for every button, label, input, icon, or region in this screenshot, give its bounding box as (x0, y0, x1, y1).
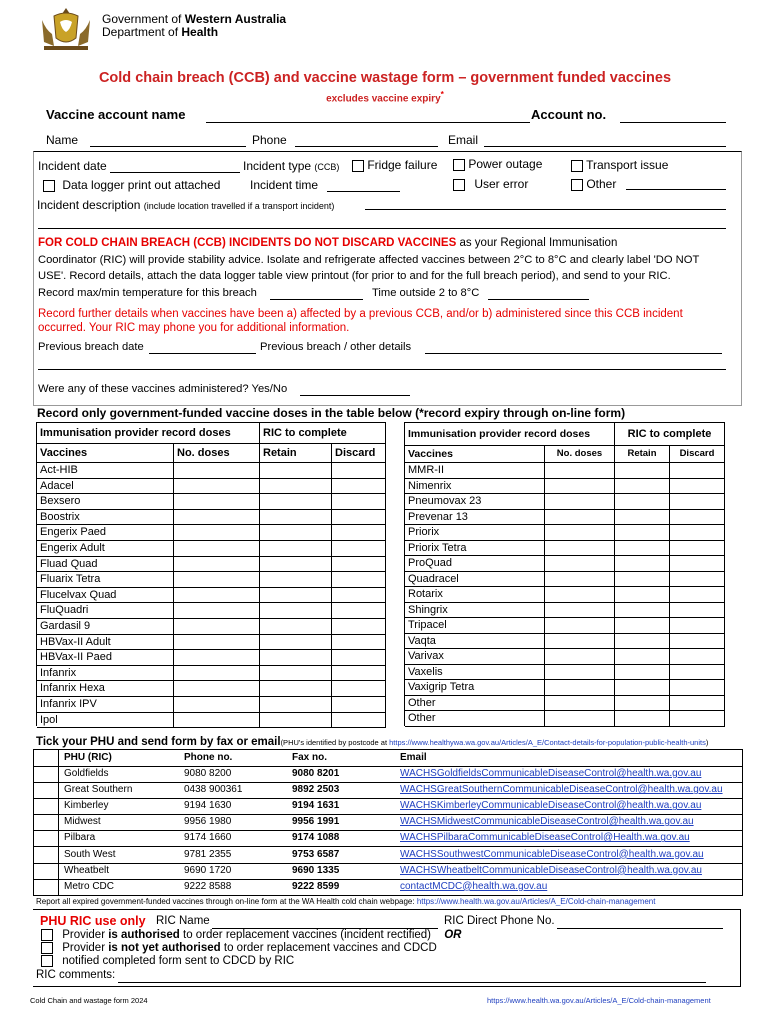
left-retain-cell[interactable] (260, 479, 332, 495)
incident-description-label: Incident description (include location travelled if a transport incident) (37, 198, 335, 212)
right-provider-header: Immunisation provider record doses (405, 423, 615, 446)
left-retain-cell[interactable] (260, 572, 332, 588)
left-discard-cell[interactable] (332, 510, 386, 526)
transport-issue-checkbox[interactable] (571, 160, 583, 172)
right-col-doses: No. doses (545, 446, 615, 463)
phu-tick-box[interactable] (34, 798, 58, 814)
right-retain-cell[interactable] (615, 463, 670, 479)
not-authorised-option[interactable]: Provider is not yet authorised to order replacement vaccines and CDCD (41, 942, 437, 954)
phu-row (34, 863, 742, 880)
right-discard-cell[interactable] (670, 696, 725, 712)
notified-option[interactable]: notified completed form sent to CDCD by RIC (41, 955, 294, 967)
right-doses-cell[interactable] (545, 525, 615, 541)
authorised-option[interactable]: Provider is authorised to order replacement vaccines (incident rectified) OR (41, 929, 461, 941)
right-retain-cell[interactable] (615, 572, 670, 588)
right-vaccine-name: Priorix Tetra (405, 541, 545, 557)
administered-label: Were any of these vaccines administered? Yes/No (38, 383, 288, 395)
phu-tick-box[interactable] (34, 879, 58, 895)
left-retain-cell[interactable] (260, 525, 332, 541)
left-retain-cell[interactable] (260, 494, 332, 510)
right-doses-cell[interactable] (545, 696, 615, 712)
incident-date-label: Incident date (38, 159, 107, 173)
phu-fax: 9956 1991 (292, 816, 340, 828)
right-discard-cell[interactable] (670, 541, 725, 557)
phu-phone: 9194 1630 (184, 800, 232, 812)
phu-row (34, 879, 742, 896)
footer-link[interactable]: https://www.health.wa.gov.au/Articles/A_E/Cold-chain-management (487, 996, 711, 1005)
right-discard-cell[interactable] (670, 665, 725, 681)
left-discard-cell[interactable] (332, 713, 386, 729)
left-vaccine-name: Act-HIB (37, 463, 174, 479)
right-vaccine-name: ProQuad (405, 556, 545, 572)
or-label: OR (444, 929, 462, 942)
left-retain-cell[interactable] (260, 510, 332, 526)
right-retain-cell[interactable] (615, 510, 670, 526)
cold-chain-link[interactable]: https://www.health.wa.gov.au/Articles/A_E/Cold-chain-management (416, 897, 656, 906)
incident-time-label: Incident time (250, 178, 319, 192)
phu-table (33, 749, 743, 896)
fridge-failure-option[interactable]: Fridge failure (352, 158, 437, 172)
right-col-retain: Retain (615, 446, 670, 463)
right-retain-cell[interactable] (615, 525, 670, 541)
phu-email[interactable]: contactMCDC@health.wa.gov.au (400, 880, 548, 892)
phu-row (34, 798, 742, 815)
right-col-discard: Discard (670, 446, 725, 463)
phu-col-name: PHU (RIC) (64, 752, 112, 763)
right-doses-cell[interactable] (545, 603, 615, 619)
incident-date-field[interactable] (110, 160, 240, 173)
left-doses-cell[interactable] (174, 697, 260, 713)
phu-phone: 9174 1660 (184, 832, 232, 844)
user-error-checkbox[interactable] (453, 179, 465, 191)
temp-field[interactable] (270, 288, 363, 300)
phu-name: Great Southern (64, 784, 133, 796)
account-no-label: Account no. (531, 107, 607, 122)
left-provider-header: Immunisation provider record doses (37, 423, 260, 444)
left-doses-cell[interactable] (174, 635, 260, 651)
left-vaccine-name: Fluarix Tetra (37, 572, 174, 588)
phu-row (34, 814, 742, 831)
left-vaccine-name: Gardasil 9 (37, 619, 174, 635)
left-col-retain: Retain (260, 444, 332, 463)
power-outage-checkbox[interactable] (453, 159, 465, 171)
phu-tick-box[interactable] (34, 782, 58, 798)
right-discard-cell[interactable] (670, 556, 725, 572)
right-discard-cell[interactable] (670, 479, 725, 495)
left-doses-cell[interactable] (174, 541, 260, 557)
left-retain-cell[interactable] (260, 650, 332, 666)
left-vaccine-name: Engerix Paed (37, 525, 174, 541)
left-discard-cell[interactable] (332, 681, 386, 697)
right-discard-cell[interactable] (670, 510, 725, 526)
incident-type-label: Incident type (CCB) (243, 159, 340, 173)
prev-breach-date-field[interactable] (149, 342, 256, 354)
right-doses-cell[interactable] (545, 680, 615, 696)
left-discard-cell[interactable] (332, 666, 386, 682)
ric-name-field[interactable] (212, 916, 438, 929)
phu-name: Pilbara (64, 832, 96, 844)
table-heading: Record only government-funded vaccine doses in the table below (*record expiry through on-line form) (37, 406, 626, 420)
phu-tick-box[interactable] (34, 830, 58, 846)
right-doses-cell[interactable] (545, 541, 615, 557)
right-discard-cell[interactable] (670, 494, 725, 510)
right-discard-cell[interactable] (670, 618, 725, 634)
left-doses-cell[interactable] (174, 463, 260, 479)
left-vaccine-name: HBVax-II Adult (37, 635, 174, 651)
phu-fax: 9222 8599 (292, 880, 340, 892)
authorised-checkbox[interactable] (41, 929, 53, 941)
left-doses-cell[interactable] (174, 572, 260, 588)
left-doses-cell[interactable] (174, 681, 260, 697)
left-doses-cell[interactable] (174, 713, 260, 729)
left-discard-cell[interactable] (332, 463, 386, 479)
time-outside-label: Time outside 2 to 8°C (372, 287, 480, 299)
right-retain-cell[interactable] (615, 711, 670, 727)
right-doses-cell[interactable] (545, 494, 615, 510)
incident-time-field[interactable] (327, 179, 400, 192)
phu-phone: 9690 1720 (184, 864, 232, 876)
other-checkbox[interactable] (571, 179, 583, 191)
account-name-field[interactable] (206, 108, 530, 123)
left-retain-cell[interactable] (260, 666, 332, 682)
left-vaccine-name: Adacel (37, 479, 174, 495)
footer-form-name: Cold Chain and wastage form 2024 (30, 996, 148, 1005)
right-doses-cell[interactable] (545, 587, 615, 603)
account-no-field[interactable] (620, 108, 726, 123)
right-retain-cell[interactable] (615, 587, 670, 603)
right-doses-cell[interactable] (545, 618, 615, 634)
phu-name: Wheatbelt (64, 864, 110, 876)
phu-tick-box[interactable] (34, 814, 58, 830)
notified-checkbox[interactable] (41, 955, 53, 967)
left-col-discard: Discard (332, 444, 386, 463)
phu-tick-box[interactable] (34, 863, 58, 879)
phu-email[interactable]: WACHSGreatSouthernCommunicableDiseaseControl@health.wa.gov.au (400, 784, 723, 796)
left-discard-cell[interactable] (332, 479, 386, 495)
left-vaccine-name: Infanrix Hexa (37, 681, 174, 697)
right-retain-cell[interactable] (615, 649, 670, 665)
left-doses-cell[interactable] (174, 650, 260, 666)
not-authorised-checkbox[interactable] (41, 942, 53, 954)
left-retain-cell[interactable] (260, 541, 332, 557)
right-vaccine-name: Tripacel (405, 618, 545, 634)
incident-description-field[interactable] (365, 198, 726, 210)
time-outside-field[interactable] (488, 288, 589, 300)
left-discard-cell[interactable] (332, 635, 386, 651)
left-vaccine-name: Infanrix IPV (37, 697, 174, 713)
prev-breach-other-label: Previous breach / other details (260, 341, 412, 353)
email-field[interactable] (484, 134, 726, 147)
right-doses-cell[interactable] (545, 665, 615, 681)
other-field[interactable] (626, 178, 726, 190)
right-doses-cell[interactable] (545, 556, 615, 572)
phu-tick-box[interactable] (34, 766, 58, 782)
right-vaccine-name: Prevenar 13 (405, 510, 545, 526)
right-retain-cell[interactable] (615, 696, 670, 712)
right-retain-cell[interactable] (615, 556, 670, 572)
right-doses-cell[interactable] (545, 649, 615, 665)
left-vaccine-name: Fluad Quad (37, 557, 174, 573)
left-retain-cell[interactable] (260, 603, 332, 619)
right-vaccine-name: Varivax (405, 649, 545, 665)
left-discard-cell[interactable] (332, 541, 386, 557)
right-vaccine-name: Other (405, 696, 545, 712)
left-discard-cell[interactable] (332, 588, 386, 604)
further-details-line-1: Record further details when vaccines have been a) affected by a previous CCB, and/or b) administered since this CCB incident (38, 308, 683, 320)
data-logger-option[interactable]: Data logger print out attached (43, 178, 220, 192)
left-retain-cell[interactable] (260, 681, 332, 697)
phu-lookup-link[interactable]: https://www.healthywa.wa.gov.au/Articles/A_E/Contact-details-for-population-public-health-units (389, 738, 706, 747)
ric-name-label: RIC Name (156, 915, 210, 927)
right-discard-cell[interactable] (670, 680, 725, 696)
left-vaccine-name: Ipol (37, 713, 174, 729)
phone-field[interactable] (295, 134, 438, 147)
left-ric-header: RIC to complete (260, 423, 386, 444)
other-option[interactable]: Other (571, 177, 616, 191)
phu-col-fax: Fax no. (292, 752, 328, 763)
ccb-instruction-line-2: USE'. Record details, attach the data logger table view printout (for prior to and for the full breach period), and send to your RIC. (38, 270, 671, 282)
left-vaccine-name: Infanrix (37, 666, 174, 682)
phu-phone: 9781 2355 (184, 848, 232, 860)
right-retain-cell[interactable] (615, 494, 670, 510)
left-discard-cell[interactable] (332, 603, 386, 619)
right-retain-cell[interactable] (615, 603, 670, 619)
transport-issue-option[interactable]: Transport issue (571, 158, 668, 172)
phu-name: Kimberley (64, 800, 109, 812)
phu-name: Metro CDC (64, 880, 115, 892)
phu-fax: 9892 2503 (292, 784, 340, 796)
right-discard-cell[interactable] (670, 572, 725, 588)
left-doses-cell[interactable] (174, 525, 260, 541)
right-retain-cell[interactable] (615, 541, 670, 557)
phu-fax: 9753 6587 (292, 848, 340, 860)
right-retain-cell[interactable] (615, 665, 670, 681)
prev-breach-date-label: Previous breach date (38, 341, 144, 353)
name-label: Name (46, 133, 79, 147)
right-vaccine-table (404, 422, 725, 726)
right-vaccine-name: Vaxigrip Tetra (405, 680, 545, 696)
prev-breach-other-field-2[interactable] (38, 359, 726, 370)
phu-fax: 9174 1088 (292, 832, 340, 844)
phu-name: South West (64, 848, 116, 860)
left-retain-cell[interactable] (260, 635, 332, 651)
ccb-instruction-line-1: Coordinator (RIC) will provide stability advice. Isolate and refrigerate affected vaccines between 2°C to 8°C and clearly label 'DO NOT (38, 254, 700, 266)
phu-phone: 9080 8200 (184, 768, 232, 779)
right-discard-cell[interactable] (670, 525, 725, 541)
data-logger-checkbox[interactable] (43, 180, 55, 192)
phone-label: Phone (252, 133, 287, 147)
left-doses-cell[interactable] (174, 619, 260, 635)
left-retain-cell[interactable] (260, 463, 332, 479)
form-subtitle: excludes vaccine expiry* (326, 89, 444, 105)
right-vaccine-name: Pneumovax 23 (405, 494, 545, 510)
phu-col-email: Email (400, 752, 427, 763)
wa-crest-logo (36, 6, 96, 54)
phu-fax: 9080 8201 (292, 768, 340, 779)
email-label: Email (448, 133, 479, 147)
user-error-option[interactable]: User error (453, 177, 528, 191)
right-doses-cell[interactable] (545, 463, 615, 479)
left-discard-cell[interactable] (332, 619, 386, 635)
right-vaccine-name: Nimenrix (405, 479, 545, 495)
right-vaccine-name: Shingrix (405, 603, 545, 619)
gov-wa-wordmark: Government of Western Australia Department of Health (102, 12, 287, 39)
left-col-doses: No. doses (174, 444, 260, 463)
phu-phone: 9222 8588 (184, 880, 232, 892)
left-doses-cell[interactable] (174, 666, 260, 682)
phu-email[interactable]: WACHSSouthwestCommunicableDiseaseControl@health.wa.gov.au (400, 848, 704, 860)
ric-phone-field[interactable] (557, 916, 723, 929)
right-ric-header: RIC to complete (615, 423, 725, 446)
right-doses-cell[interactable] (545, 510, 615, 526)
right-discard-cell[interactable] (670, 587, 725, 603)
left-discard-cell[interactable] (332, 572, 386, 588)
left-retain-cell[interactable] (260, 697, 332, 713)
right-discard-cell[interactable] (670, 463, 725, 479)
right-vaccine-name: Other (405, 711, 545, 727)
phu-tick-box[interactable] (34, 847, 58, 863)
left-vaccine-name: Flucelvax Quad (37, 588, 174, 604)
right-retain-cell[interactable] (615, 680, 670, 696)
phu-fax: 9690 1335 (292, 864, 340, 876)
left-vaccine-name: Engerix Adult (37, 541, 174, 557)
left-doses-cell[interactable] (174, 479, 260, 495)
right-doses-cell[interactable] (545, 479, 615, 495)
phu-row (34, 830, 742, 847)
right-discard-cell[interactable] (670, 603, 725, 619)
right-col-vaccines: Vaccines (405, 446, 545, 463)
phu-email[interactable]: WACHSMidwestCommunicableDiseaseControl@health.wa.gov.au (400, 816, 694, 828)
phu-name: Goldfields (64, 768, 109, 779)
right-retain-cell[interactable] (615, 634, 670, 650)
ric-heading: PHU RIC use only (40, 914, 146, 928)
further-details-line-2: occurred. Your RIC may phone you for additional information. (38, 322, 350, 334)
phu-col-phone: Phone no. (184, 752, 233, 763)
incident-description-field-2[interactable] (38, 216, 726, 229)
left-vaccine-name: HBVax-II Paed (37, 650, 174, 666)
right-vaccine-name: MMR-II (405, 463, 545, 479)
left-retain-cell[interactable] (260, 588, 332, 604)
report-note: Report all expired government-funded vaccines through on-line form at the WA Health cold chain webpage: https://www.health.wa.gov.au/Articles/A_E/Cold-chain-management (36, 897, 656, 906)
phu-fax: 9194 1631 (292, 800, 340, 812)
left-vaccine-name: FluQuadri (37, 603, 174, 619)
fridge-failure-checkbox[interactable] (352, 160, 364, 172)
left-doses-cell[interactable] (174, 588, 260, 604)
left-doses-cell[interactable] (174, 494, 260, 510)
phu-heading: Tick your PHU and send form by fax or email(PHU's identified by postcode at https://www.healthywa.wa.gov.au/Articles/A_E/Contact-details-for-population-public-health-units) (36, 736, 709, 748)
phu-phone: 9956 1980 (184, 816, 232, 828)
right-discard-cell[interactable] (670, 649, 725, 665)
left-doses-cell[interactable] (174, 557, 260, 573)
left-discard-cell[interactable] (332, 557, 386, 573)
right-vaccine-name: Quadracel (405, 572, 545, 588)
left-doses-cell[interactable] (174, 510, 260, 526)
left-retain-cell[interactable] (260, 713, 332, 729)
right-doses-cell[interactable] (545, 572, 615, 588)
phu-name: Midwest (64, 816, 101, 828)
left-retain-cell[interactable] (260, 557, 332, 573)
left-col-vaccines: Vaccines (37, 444, 174, 463)
prev-breach-other-field[interactable] (425, 342, 722, 354)
phu-phone: 0438 900361 (184, 784, 243, 796)
power-outage-option[interactable]: Power outage (453, 157, 542, 171)
account-name-label: Vaccine account name (46, 107, 186, 122)
phu-email[interactable]: WACHSGoldfieldsCommunicableDiseaseControl@health.wa.gov.au (400, 768, 702, 779)
right-doses-cell[interactable] (545, 711, 615, 727)
right-retain-cell[interactable] (615, 618, 670, 634)
right-discard-cell[interactable] (670, 634, 725, 650)
ric-phone-label: RIC Direct Phone No. (444, 915, 555, 927)
administered-field[interactable] (300, 384, 410, 396)
temp-label: Record max/min temperature for this breach (38, 287, 257, 299)
phu-email[interactable]: WACHSPilbaraCommunicableDiseaseControl@Health.wa.gov.au (400, 832, 690, 844)
right-discard-cell[interactable] (670, 711, 725, 727)
right-vaccine-name: Priorix (405, 525, 545, 541)
form-title: Cold chain breach (CCB) and vaccine wastage form – government funded vaccines (98, 70, 672, 86)
phu-email[interactable]: WACHSKimberleyCommunicableDiseaseControl@health.wa.gov.au (400, 800, 702, 812)
left-doses-cell[interactable] (174, 603, 260, 619)
ric-comments-label: RIC comments: (36, 969, 116, 981)
left-discard-cell[interactable] (332, 697, 386, 713)
left-discard-cell[interactable] (332, 650, 386, 666)
phu-row (34, 782, 742, 799)
phu-row (34, 847, 742, 864)
phu-email[interactable]: WACHSWheatbeltCommunicableDiseaseControl@health.wa.gov.au (400, 864, 702, 876)
right-vaccine-name: Vaqta (405, 634, 545, 650)
left-vaccine-name: Boostrix (37, 510, 174, 526)
left-vaccine-table (36, 422, 386, 726)
left-retain-cell[interactable] (260, 619, 332, 635)
left-vaccine-name: Bexsero (37, 494, 174, 510)
left-discard-cell[interactable] (332, 494, 386, 510)
ccb-warning: FOR COLD CHAIN BREACH (CCB) INCIDENTS DO NOT DISCARD VACCINES as your Regional Immunisation (38, 237, 618, 249)
right-vaccine-name: Vaxelis (405, 665, 545, 681)
phu-row (34, 766, 742, 783)
name-field[interactable] (90, 134, 246, 147)
ric-comments-field[interactable] (118, 970, 706, 983)
right-doses-cell[interactable] (545, 634, 615, 650)
right-retain-cell[interactable] (615, 479, 670, 495)
left-discard-cell[interactable] (332, 525, 386, 541)
right-vaccine-name: Rotarix (405, 587, 545, 603)
